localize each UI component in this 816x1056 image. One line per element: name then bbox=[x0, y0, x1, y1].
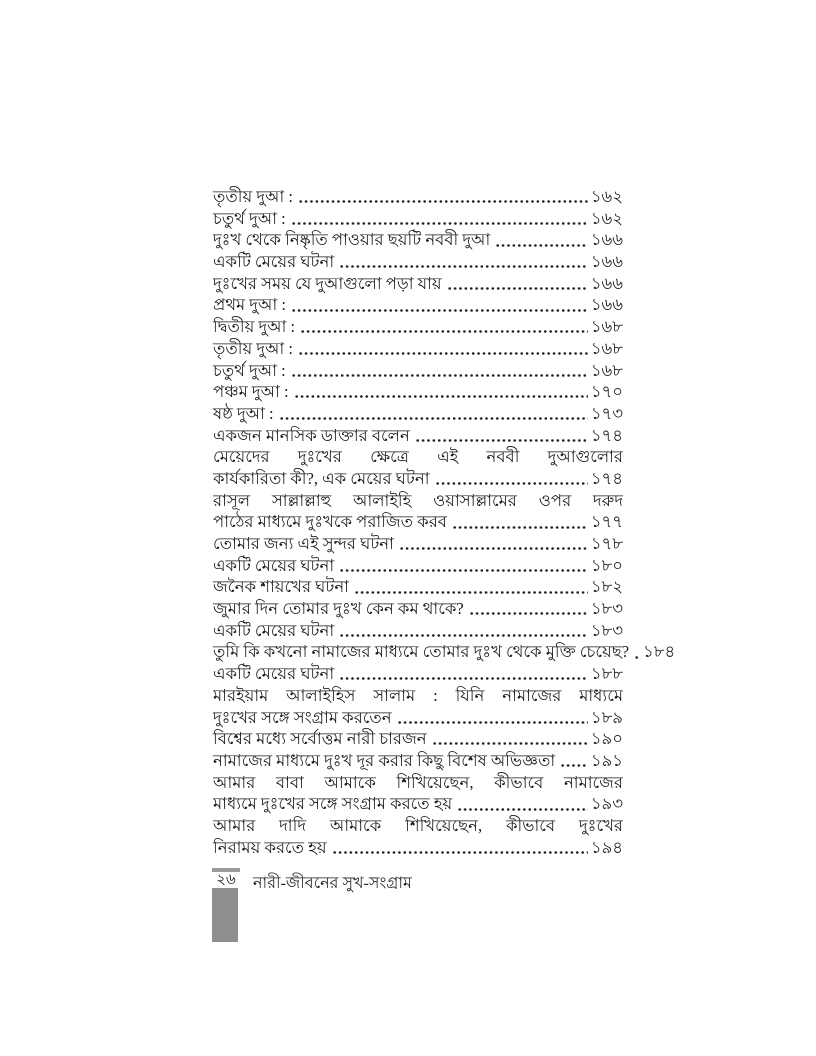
toc-entry-text: কার্যকারিতা কী?, এক মেয়ের ঘটনা bbox=[213, 468, 430, 488]
toc-entry bbox=[213, 533, 623, 555]
toc-leader-dots bbox=[495, 229, 588, 251]
toc-entry-text: তৃতীয় দুআ : bbox=[213, 338, 293, 358]
toc-entry-page-number: ১৬৬ bbox=[590, 230, 623, 250]
toc-entry-text: প্রথম দুআ : bbox=[213, 295, 286, 315]
toc-entry-text: একটি মেয়ের ঘটনা bbox=[213, 620, 335, 640]
toc-entry-page-number: ১৮৩ bbox=[590, 620, 623, 640]
toc-entry-page-number: ১৬৮ bbox=[590, 360, 623, 380]
toc-entry bbox=[213, 381, 623, 403]
toc-leader-dots bbox=[435, 468, 588, 490]
toc-entry-text: দুঃখের সময় যে দুআগুলো পড়া যায় bbox=[213, 273, 442, 293]
toc-entry bbox=[213, 837, 623, 859]
toc-entry-page-number: ১৭৪ bbox=[590, 468, 623, 488]
toc-entry-text: আমার দাদি আমাকে শিখিয়েছেন, কীভাবে দুঃখের bbox=[213, 815, 623, 835]
toc-entry bbox=[213, 360, 623, 382]
toc-entry bbox=[213, 707, 623, 729]
toc-leader-dots bbox=[354, 576, 588, 598]
toc-entry-text: মাধ্যমে দুঃখের সঙ্গে সংগ্রাম করতে হয় bbox=[213, 794, 453, 814]
table-of-contents bbox=[213, 186, 676, 858]
toc-entry-page-number: ১৬২ bbox=[590, 208, 623, 228]
toc-entry-text: চতুর্থ দুআ : bbox=[213, 360, 286, 380]
toc-entry-page-number: ১৬৮ bbox=[590, 317, 623, 337]
toc-leader-dots bbox=[432, 728, 588, 750]
toc-leader-dots bbox=[298, 338, 588, 360]
toc-entry-text: একটি মেয়ের ঘটনা bbox=[213, 252, 335, 272]
toc-entry-text: পাঠের মাধ্যমে দুঃখকে পরাজিত করব bbox=[213, 512, 447, 532]
toc-leader-dots bbox=[332, 837, 588, 859]
toc-entry-text: তৃতীয় দুআ : bbox=[213, 187, 293, 206]
toc-leader-dots bbox=[279, 403, 588, 425]
book-title: নারী-জীবনের সুখ-সংগ্রাম bbox=[253, 875, 412, 892]
toc-leader-dots bbox=[300, 316, 588, 338]
toc-entry-text: জনৈক শায়খের ঘটনা bbox=[213, 577, 349, 597]
toc-leader-dots bbox=[469, 598, 588, 620]
toc-entry-page-number: ১৮৩ bbox=[590, 599, 623, 619]
toc-leader-dots bbox=[294, 381, 588, 403]
toc-leader-dots bbox=[399, 533, 588, 555]
toc-leader-dots bbox=[339, 555, 588, 577]
toc-leader-dots bbox=[457, 793, 588, 815]
toc-entry bbox=[213, 229, 623, 251]
toc-entry bbox=[213, 576, 623, 598]
toc-entry-text: নিরাময় করতে হয় bbox=[213, 837, 327, 857]
toc-entry-page-number: ১৮৯ bbox=[590, 707, 623, 727]
toc-entry-page-number: ১৭৪ bbox=[590, 425, 623, 445]
toc-entry bbox=[213, 750, 623, 772]
toc-entry-text: পঞ্চম দুআ : bbox=[213, 382, 289, 402]
toc-entry-page-number: ১৬৮ bbox=[590, 338, 623, 358]
toc-entry bbox=[213, 815, 623, 837]
toc-entry-page-number: ১৭০ bbox=[590, 382, 623, 402]
toc-entry-text: নামাজের মাধ্যমে দুঃখ দূর করার কিছু বিশেষ অভিজ্ঞতা bbox=[213, 750, 556, 770]
toc-entry-text: তোমার জন্য এই সুন্দর ঘটনা bbox=[213, 534, 394, 553]
toc-entry bbox=[213, 772, 623, 794]
toc-entry bbox=[213, 598, 623, 620]
toc-entry bbox=[213, 728, 623, 750]
toc-entry bbox=[213, 273, 623, 295]
toc-leader-dots bbox=[339, 251, 588, 273]
toc-leader-dots bbox=[339, 620, 588, 642]
toc-entry bbox=[213, 403, 623, 425]
toc-entry-text: দ্বিতীয় দুআ : bbox=[213, 317, 296, 337]
toc-entry bbox=[213, 468, 623, 490]
toc-entry-text: আমার বাবা আমাকে শিখিয়েছেন, কীভাবে নামাজের bbox=[213, 772, 623, 792]
toc-entry-page-number: ১৬৬ bbox=[590, 252, 623, 272]
toc-entry-text: মারইয়াম আলাইহিস সালাম : যিনি নামাজের মাধ্যমে bbox=[213, 685, 623, 705]
toc-entry-text: দুঃখের সঙ্গে সংগ্রাম করতেন bbox=[213, 707, 392, 727]
toc-entry bbox=[213, 685, 623, 707]
toc-leader-dots bbox=[397, 707, 588, 729]
toc-entry bbox=[213, 793, 623, 815]
toc-entry bbox=[213, 251, 623, 273]
toc-leader-dots bbox=[339, 663, 588, 685]
toc-entry-page-number: ১৮৮ bbox=[590, 664, 623, 684]
toc-entry bbox=[213, 425, 623, 447]
toc-leader-dots bbox=[634, 641, 640, 663]
toc-entry-page-number: ১৭৮ bbox=[590, 534, 623, 553]
page-number-block bbox=[212, 868, 240, 942]
toc-entry-page-number: ১৯০ bbox=[590, 729, 623, 749]
toc-leader-dots bbox=[291, 360, 588, 382]
toc-entry-text: রাসূল সাল্লাল্লাহু আলাইহি ওয়াসাল্লামের ওপর দরুদ bbox=[213, 490, 623, 510]
toc-entry-text: দুঃখ থেকে নিষ্কৃতি পাওয়ার ছয়টি নববী দুআ bbox=[213, 230, 491, 250]
toc-leader-dots bbox=[560, 750, 588, 772]
toc-entry bbox=[213, 316, 623, 338]
toc-entry-page-number: ১৬২ bbox=[590, 187, 623, 206]
toc-entry bbox=[213, 620, 623, 642]
toc-leader-dots bbox=[298, 186, 588, 208]
toc-entry bbox=[213, 641, 676, 663]
page-number-gray-block bbox=[212, 888, 238, 942]
toc-entry-page-number: ১৮৪ bbox=[643, 642, 676, 662]
toc-entry-text: জুমার দিন তোমার দুঃখ কেন কম থাকে? bbox=[213, 599, 464, 619]
toc-entry-page-number: ১৯৩ bbox=[590, 794, 623, 814]
toc-entry-page-number: ১৬৬ bbox=[590, 273, 623, 293]
toc-entry-text: বিশ্বের মধ্যে সর্বোত্তম নারী চারজন bbox=[213, 729, 427, 749]
toc-leader-dots bbox=[415, 425, 588, 447]
toc-entry-text: মেয়েদের দুঃখের ক্ষেত্রে এই নববী দুআগুলোর bbox=[213, 447, 623, 467]
page-number: ২৬ bbox=[216, 872, 236, 888]
toc-entry bbox=[213, 338, 623, 360]
toc-leader-dots bbox=[291, 294, 588, 316]
toc-entry-page-number: ১৯১ bbox=[590, 750, 623, 770]
toc-entry bbox=[213, 663, 623, 685]
toc-entry bbox=[213, 208, 623, 230]
toc-entry-page-number: ১৭৩ bbox=[590, 403, 623, 423]
toc-entry bbox=[213, 446, 623, 468]
toc-entry-text: একটি মেয়ের ঘটনা bbox=[213, 555, 335, 575]
toc-entry-page-number: ১৭৭ bbox=[590, 512, 623, 532]
toc-entry bbox=[213, 294, 623, 316]
toc-leader-dots bbox=[447, 273, 588, 295]
toc-entry-text: একজন মানসিক ডাক্তার বলেন bbox=[213, 425, 410, 445]
toc-entry-page-number: ১৮২ bbox=[590, 577, 623, 597]
toc-entry-text: চতুর্থ দুআ : bbox=[213, 208, 286, 228]
toc-leader-dots bbox=[291, 208, 588, 230]
toc-leader-dots bbox=[452, 511, 588, 533]
toc-entry bbox=[213, 186, 623, 208]
toc-entry-text: ষষ্ঠ দুআ : bbox=[213, 403, 274, 423]
toc-entry-text: তুমি কি কখনো নামাজের মাধ্যমে তোমার দুঃখ থেকে মুক্তি চেয়েছ? bbox=[213, 642, 630, 662]
toc-entry bbox=[213, 555, 623, 577]
toc-entry-page-number: ১৯৪ bbox=[590, 837, 623, 857]
toc-entry-text: একটি মেয়ের ঘটনা bbox=[213, 664, 335, 684]
toc-entry bbox=[213, 511, 623, 533]
toc-entry-page-number: ১৬৬ bbox=[590, 295, 623, 315]
toc-entry bbox=[213, 490, 623, 512]
toc-entry-page-number: ১৮০ bbox=[590, 555, 623, 575]
